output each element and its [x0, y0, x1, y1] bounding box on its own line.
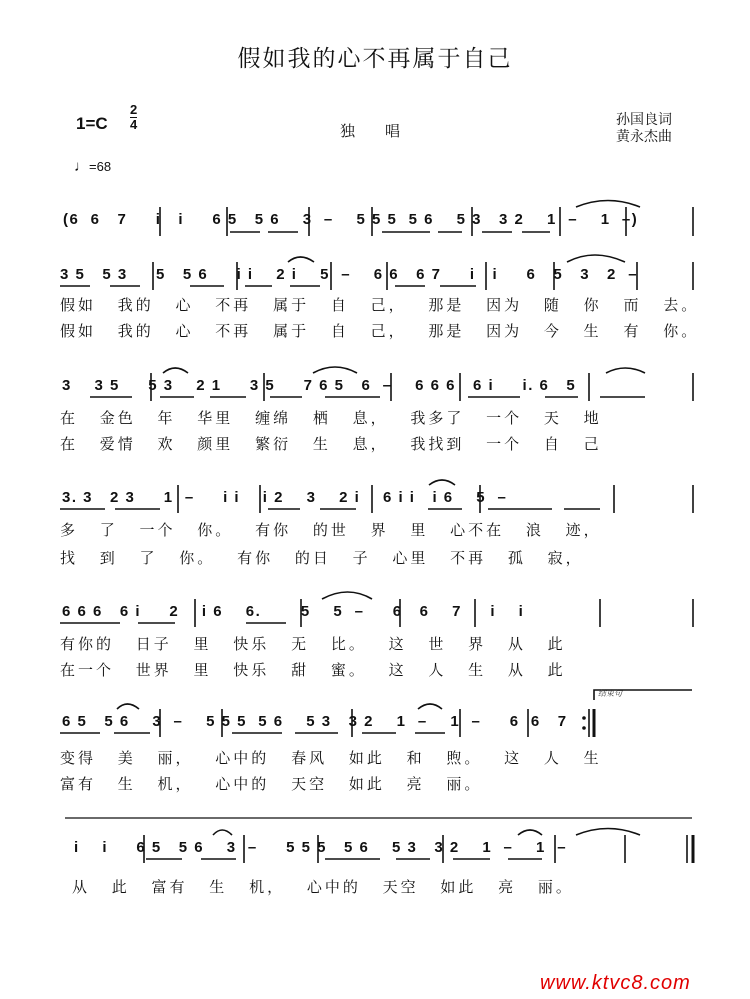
song-title: 假如我的心不再属于自己 [237, 46, 513, 72]
lyrics-row-2-verse-1: 在 金色 年 华里 缠绵 栖 息， 我多了 一个 天 地 [60, 409, 602, 427]
lyrics-row-3-verse-1: 多 了 一个 你。 有你 的世 界 里 心不在 浪 迹， [60, 521, 602, 539]
notation-row-1: 3 5 5 3 5 5 6 i i 2 i 5 – 6 6 6 7 i i 6 5 3 2 – [60, 266, 639, 283]
lyrics-row-1-verse-1: 假如 我的 心 不再 属于 自 己， 那是 因为 随 你 而 去。 [60, 296, 700, 314]
notation-row-6: i i 6 5 5 6 3 – 5 5 5 5 6 5 3 3 2 1 – 1 – [74, 839, 568, 856]
key-signature: 1=C [76, 114, 108, 133]
notation-row-3: 3. 3 2 3 1 – i i i 2 3 2 i 6 i i i 6 5 – [62, 489, 508, 506]
notation-row-intro: (6 6 7 i i 6 5 5 6 3 – 5 5 5 5 6 5 3 3 2 1 – 1 –) [63, 211, 639, 228]
lyricist: 孙国良词 [616, 112, 672, 128]
lyrics-row-2-verse-2: 在 爱情 欢 颜里 繁衍 生 息， 我找到 一个 自 己 [60, 435, 602, 453]
lyrics-row-4-verse-1: 有你的 日子 里 快乐 无 比。 这 世 界 从 此 [60, 635, 566, 653]
site-watermark: www.ktvc8.com [540, 972, 691, 994]
lyrics-row-6: 从 此 富有 生 机， 心中的 天空 如此 亮 丽。 [72, 878, 574, 896]
meter-bottom: 4 [130, 117, 138, 132]
meter-top: 2 [130, 102, 138, 117]
composer: 黄永杰曲 [616, 129, 672, 145]
ending-label: 结束句 [598, 689, 622, 698]
notation-row-5: 6 5 5 6 3 – 5 5 5 5 6 5 3 3 2 1 – 1 – 6 6 7 [62, 713, 568, 730]
notation-row-4: 6 6 6 6 i 2 i 6 6. 5 5 – 6 6 7 i i [62, 603, 525, 620]
quarter-note-icon: ♩ [74, 158, 89, 175]
lyrics-row-5-verse-1: 变得 美 丽， 心中的 春风 如此 和 煦。 这 人 生 [60, 749, 602, 767]
performance-style: 独唱 [340, 122, 431, 140]
tempo-value: =68 [89, 159, 112, 174]
lyrics-row-3-verse-2: 找 到 了 你。 有你 的日 子 心里 不再 孤 寂， [60, 549, 584, 567]
notation-row-2: 3 3 5 5 3 2 1 3 5 7 6 5 6 – 6 6 6 6 i i. 6 5 [62, 377, 577, 394]
lyrics-row-1-verse-2: 假如 我的 心 不再 属于 自 己， 那是 因为 今 生 有 你。 [60, 322, 700, 340]
lyrics-row-5-verse-2: 富有 生 机， 心中的 天空 如此 亮 丽。 [60, 775, 483, 793]
lyrics-row-4-verse-2: 在一个 世界 里 快乐 甜 蜜。 这 人 生 从 此 [60, 661, 566, 679]
